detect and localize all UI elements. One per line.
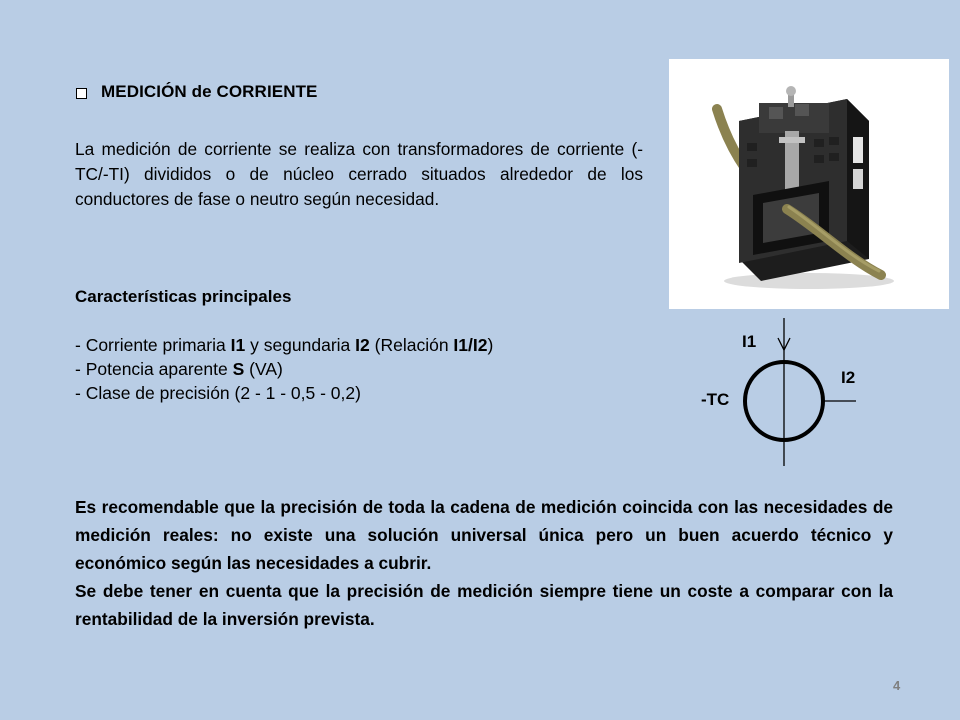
section-title: MEDICIÓN de CORRIENTE [101, 82, 318, 101]
primary-current-label: I1 [742, 332, 757, 351]
closing-paragraph: Es recomendable que la precisión de toda la cadena de medición coincida con las necesidades de medición reales: no existe una solución universal única pero un buen acuerdo técnico y económico según las necesidades a cubrir. [75, 497, 893, 573]
page-number: 4 [893, 678, 901, 693]
current-transformer-illustration [669, 59, 949, 309]
closing-paragraph: Se debe tener en cuenta que la precisión de medición siempre tiene un coste a comparar con la rentabilidad de la inversión prevista. [75, 581, 893, 629]
list-item: - Corriente primaria I1 y segundaria I2 (Relación I1/I2) [75, 335, 494, 355]
transformer-symbol-diagram [690, 318, 880, 470]
checkbox-bullet-icon [76, 88, 87, 99]
section-title-row [76, 82, 318, 102]
intro-paragraph: La medición de corriente se realiza con transformadores de corriente (-TC/-TI) divididos o de núcleo cerrado situados alrededor de los conductores de fase o neutro según necesidad. [75, 139, 643, 209]
characteristics-list [75, 333, 493, 405]
list-item: - Potencia aparente S (VA) [75, 359, 283, 379]
current-transformer-photo [669, 59, 949, 309]
closing-text [75, 493, 893, 633]
list-item: - Clase de precisión (2 - 1 - 0,5 - 0,2) [75, 383, 361, 403]
device-label: -TC [701, 390, 730, 409]
characteristics-heading: Características principales [75, 287, 292, 306]
secondary-current-label: I2 [841, 368, 856, 387]
